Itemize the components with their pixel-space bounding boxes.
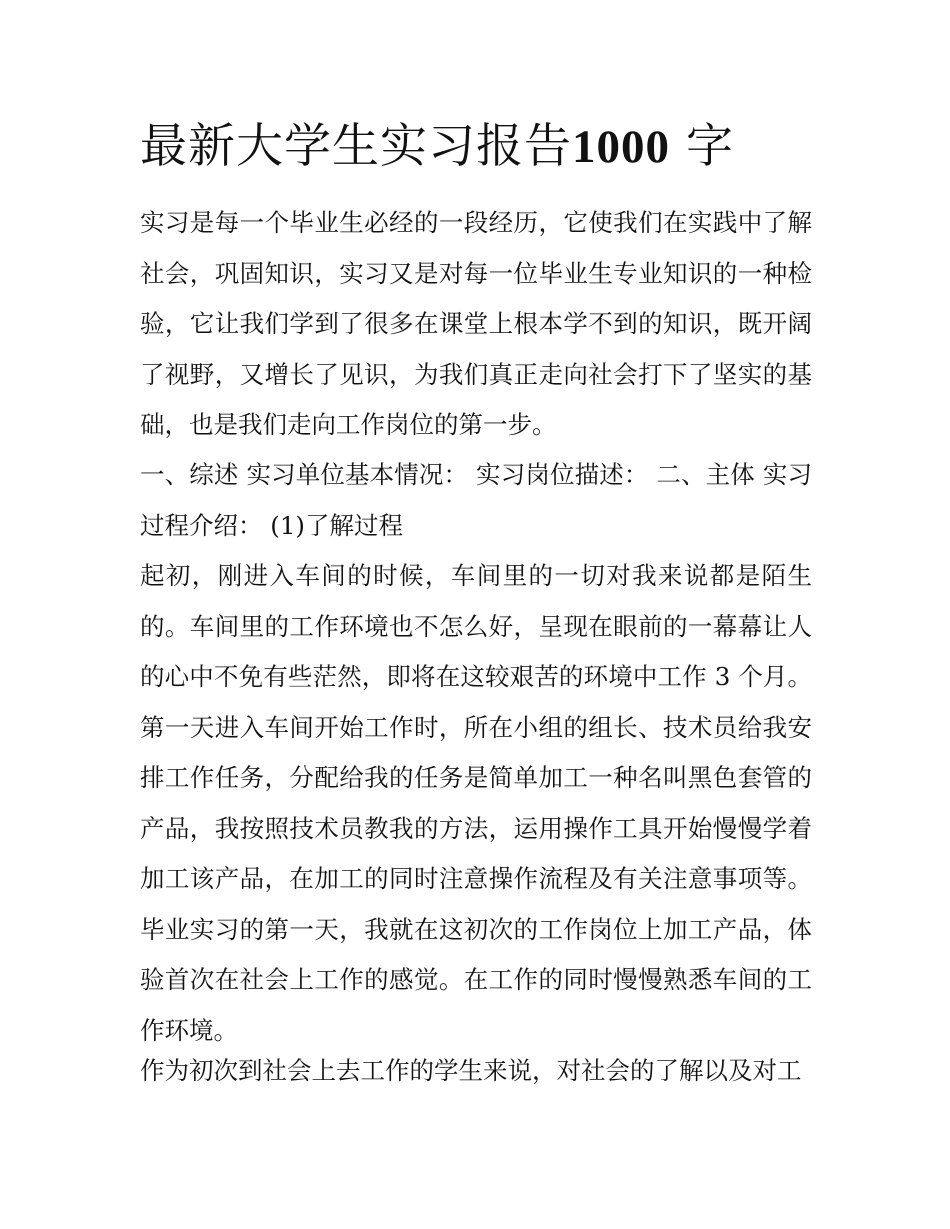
paragraph-intro: 实习是每一个毕业生必经的一段经历，它使我们在实践中了解社会，巩固知识，实习又是对每一位毕业生专业知识的一种检验，它让我们学到了很多在课堂上根本学不到的知识，既开阔了视野，又增长了见识，为我们真正走向社会打下了坚实的基础，也是我们走向工作岗位的第一步。 [140,208,812,439]
paragraph-outline: 一、综述 实习单位基本情况： 实习岗位描述： 二、主体 实习过程介绍： (1)了解过程 [140,460,812,540]
title-text: 最新大学生实习报告 [140,119,572,174]
document-title [140,116,734,178]
paragraph-process: 起初，刚进入车间的时候，车间里的一切对我来说都是陌生的。车间里的工作环境也不怎么好，呈现在眼前的一幕幕让人的心中不免有些茫然，即将在这较艰苦的环境中工作 3 个月。第一天进入车间开始工作时，所在小组的组长、技术员给我安排工作任务，分配给我的任务是简单加工一种名叫黑色套管的产品，我按照技术员教我的方法，运用操作工具开始慢慢学着加工该产品，在加工的同时注意操作流程及有关注意事项等。毕业实习的第一天，我就在这初次的工作岗位上加工产品，体验首次在社会上工作的感觉。在工作的同时慢慢熟悉车间的工作环境。 [140,561,812,1045]
paragraph-continuation: 作为初次到社会上去工作的学生来说，对社会的了解以及对工 [140,1056,802,1085]
title-number: 1000 [572,121,670,173]
title-suffix: 字 [685,119,734,174]
